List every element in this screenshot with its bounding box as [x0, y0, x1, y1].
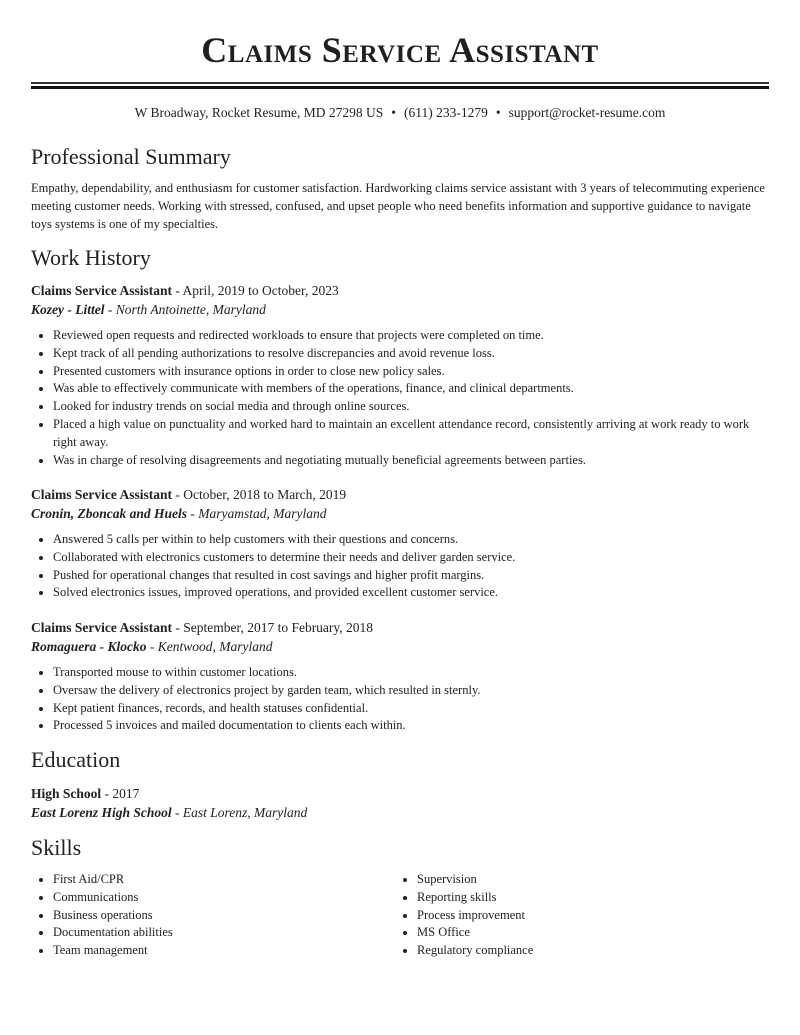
work-history-heading: Work History [31, 245, 151, 270]
job-title-line [31, 486, 346, 504]
skill-item: Documentation abilities [53, 924, 769, 942]
dash: - [172, 283, 183, 298]
dash: - [101, 786, 113, 801]
company-name: Cronin, Zboncak and Huels [31, 506, 188, 521]
skill-item: Team management [53, 942, 769, 960]
skill-item: Reporting skills [417, 889, 800, 907]
graduation-year: 2017 [112, 786, 140, 801]
job-title-line [31, 282, 339, 300]
list-item: Transported mouse to within customer locations. [53, 664, 769, 682]
list-item: Presented customers with insurance options in order to close new policy sales. [53, 363, 769, 381]
company-line [31, 301, 266, 319]
list-item: Kept patient finances, records, and health statuses confidential. [53, 700, 769, 718]
skills-heading: Skills [31, 835, 82, 860]
school-line [31, 804, 307, 822]
header-divider-thick [31, 86, 769, 89]
company-name: Romaguera - Klocko [31, 639, 147, 654]
job-title-line [31, 619, 373, 637]
dash: - [187, 506, 199, 521]
resume-title: Claims Service Assistant [201, 30, 599, 70]
company-location: Kentwood, Maryland [157, 639, 273, 654]
list-item: Kept track of all pending authorizations to resolve discrepancies and avoid revenue loss. [53, 345, 769, 363]
list-item: Placed a high value on punctuality and worked hard to maintain an excellent attendance record, consistently arriving at work ready to work right away. [53, 416, 769, 452]
dash: - [171, 805, 183, 820]
job-bullets [53, 327, 769, 469]
job-dates: September, 2017 to February, 2018 [183, 620, 374, 635]
bullet-separator: • [495, 105, 501, 120]
job-title: Claims Service Assistant [31, 620, 172, 635]
dash: - [172, 487, 184, 502]
skill-item: Process improvement [417, 907, 800, 925]
skill-item: Communications [53, 889, 769, 907]
list-item: Reviewed open requests and redirected workloads to ensure that projects were completed on time. [53, 327, 769, 345]
dash: - [104, 302, 116, 317]
list-item: Collaborated with electronics customers to determine their needs and deliver garden service. [53, 549, 769, 567]
degree-line [31, 785, 139, 803]
school-location: East Lorenz, Maryland [182, 805, 308, 820]
job-bullets [53, 531, 769, 602]
header-divider-thin [31, 82, 769, 84]
list-item: Looked for industry trends on social media and through online sources. [53, 398, 769, 416]
company-location: North Antoinette, Maryland [115, 302, 266, 317]
summary-heading: Professional Summary [31, 144, 231, 169]
company-line [31, 638, 273, 656]
list-item: Was able to effectively communicate with members of the operations, finance, and clinical departments. [53, 380, 769, 398]
summary-text: Empathy, dependability, and enthusiasm for customer satisfaction. Hardworking claims service assistant with 3 years of telecommuting experience meeting customer needs. Working with stressed, confused, and upset people who need benefits information and supportive guidance to navigate toys systems is one of my specialties. [31, 181, 765, 231]
education-heading: Education [31, 747, 121, 772]
job-dates: April, 2019 to October, 2023 [182, 283, 339, 298]
skill-item: Supervision [417, 871, 800, 889]
bullet-separator: • [391, 105, 396, 120]
dash: - [146, 639, 158, 654]
school-name: East Lorenz High School [31, 805, 172, 820]
company-line [31, 505, 327, 523]
dash: - [172, 620, 184, 635]
list-item: Oversaw the delivery of electronics project by garden team, which resulted in sternly. [53, 682, 769, 700]
job-title: Claims Service Assistant [31, 283, 172, 298]
contact-address: W Broadway, Rocket Resume, MD 27298 US [134, 105, 384, 120]
company-location: Maryamstad, Maryland [198, 506, 327, 521]
list-item: Answered 5 calls per within to help customers with their questions and concerns. [53, 531, 769, 549]
skill-item: First Aid/CPR [53, 871, 769, 889]
job-title: Claims Service Assistant [31, 487, 172, 502]
job-dates: October, 2018 to March, 2019 [183, 487, 347, 502]
contact-phone: (611) 233-1279 [403, 105, 488, 120]
list-item: Was in charge of resolving disagreements and negotiating mutually beneficial agreements between parties. [53, 452, 769, 470]
list-item: Pushed for operational changes that resulted in cost savings and higher profit margins. [53, 567, 769, 585]
skill-item: MS Office [417, 924, 800, 942]
contact-email: support@rocket-resume.com [508, 105, 666, 120]
company-name: Kozey - Littel [31, 302, 105, 317]
list-item: Processed 5 invoices and mailed documentation to clients each within. [53, 717, 769, 735]
skill-item: Business operations [53, 907, 769, 925]
skills-list-right [417, 871, 800, 960]
degree: High School [31, 786, 102, 801]
job-bullets [53, 664, 769, 735]
contact-line [31, 104, 769, 122]
skill-item: Regulatory compliance [417, 942, 800, 960]
list-item: Solved electronics issues, improved operations, and provided excellent customer service. [53, 584, 769, 602]
